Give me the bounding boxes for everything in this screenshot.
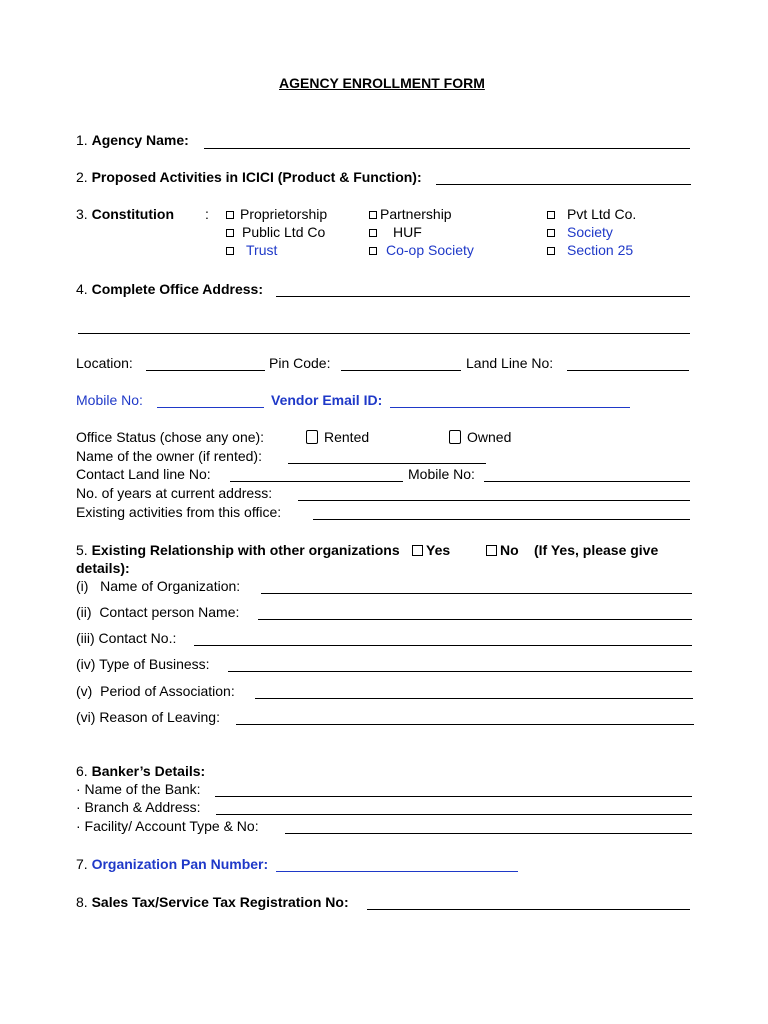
existing-activities-field[interactable]: [313, 519, 690, 520]
q3-label: Constitution: [91, 206, 174, 222]
q5-label: Existing Relationship with other organizations: [91, 542, 400, 558]
q2-label: Proposed Activities in ICICI (Product & Function):: [91, 169, 422, 185]
pin-code-label: Pin Code:: [269, 355, 331, 371]
association-period-field[interactable]: [255, 698, 693, 699]
checkbox-icon[interactable]: [449, 430, 461, 444]
owner-name-field[interactable]: [288, 463, 486, 464]
address-field-line1[interactable]: [276, 296, 690, 297]
checkbox-icon[interactable]: [547, 247, 555, 255]
option-section-25[interactable]: [547, 241, 633, 259]
option-label: Partnership: [380, 206, 452, 222]
location-label: Location:: [76, 355, 133, 371]
facility-account-field[interactable]: [285, 833, 692, 834]
q4-number: 4.: [76, 281, 88, 297]
checkbox-icon[interactable]: [547, 211, 555, 219]
mobile-no-label: Mobile No:: [76, 392, 143, 408]
org-name-field[interactable]: [261, 593, 692, 594]
checkbox-icon[interactable]: [369, 229, 377, 237]
org-name-label: (i) Name of Organization:: [76, 578, 241, 594]
checkbox-icon[interactable]: [226, 247, 234, 255]
option-proprietorship[interactable]: [226, 205, 327, 223]
form-title: AGENCY ENROLLMENT FORM: [279, 75, 485, 91]
checkbox-icon[interactable]: [369, 211, 377, 219]
q7-number: 7.: [76, 856, 88, 872]
option-trust[interactable]: [226, 241, 277, 259]
existing-activities-label: Existing activities from this office:: [76, 504, 282, 520]
owner-name-label: Name of the owner (if rented):: [76, 448, 262, 464]
branch-address-label: · Branch & Address:: [76, 799, 201, 815]
q1-agency-name: [76, 131, 189, 149]
q8-number: 8.: [76, 894, 88, 910]
contact-landline-field[interactable]: [230, 481, 403, 482]
option-label: Trust: [246, 242, 278, 258]
land-line-field[interactable]: [567, 370, 689, 371]
contact-person-field[interactable]: [258, 619, 692, 620]
q1-number: 1.: [76, 132, 88, 148]
vendor-email-label: Vendor Email ID:: [271, 392, 383, 408]
option-public-ltd[interactable]: [226, 223, 325, 241]
checkbox-icon[interactable]: [306, 430, 318, 444]
q1-label: Agency Name:: [91, 132, 189, 148]
q6-banker-details: [76, 762, 205, 780]
option-partnership[interactable]: [369, 205, 452, 223]
option-label: Public Ltd Co: [242, 224, 326, 240]
owned-label: Owned: [467, 429, 512, 445]
owned-option[interactable]: [449, 428, 511, 446]
q3-constitution: [76, 205, 174, 223]
q6-label: Banker’s Details:: [91, 763, 206, 779]
bank-name-field[interactable]: [215, 796, 692, 797]
q4-label: Complete Office Address:: [91, 281, 263, 297]
address-field-line2[interactable]: [78, 333, 690, 334]
option-label: Society: [567, 224, 613, 240]
vendor-email-field[interactable]: [390, 407, 630, 408]
land-line-label: Land Line No:: [466, 355, 554, 371]
proposed-activities-field[interactable]: [436, 184, 691, 185]
agency-name-field[interactable]: [204, 148, 690, 149]
option-label: Pvt Ltd Co.: [567, 206, 637, 222]
facility-account-label: · Facility/ Account Type & No:: [76, 818, 259, 834]
q7-label: Organization Pan Number:: [91, 856, 269, 872]
bank-name-label: · Name of the Bank:: [76, 781, 201, 797]
years-label: No. of years at current address:: [76, 485, 273, 501]
rented-label: Rented: [324, 429, 370, 445]
leaving-reason-label: (vi) Reason of Leaving:: [76, 709, 220, 725]
contact-no-label: (iii) Contact No.:: [76, 630, 177, 646]
years-field[interactable]: [298, 500, 690, 501]
q8-label: Sales Tax/Service Tax Registration No:: [91, 894, 349, 910]
pin-code-field[interactable]: [341, 370, 461, 371]
q5-note-continued: details):: [76, 560, 130, 576]
yes-label: Yes: [426, 542, 451, 558]
contact-person-label: (ii) Contact person Name:: [76, 604, 240, 620]
location-field[interactable]: [146, 370, 265, 371]
office-mobile-field[interactable]: [484, 481, 690, 482]
q5-number: 5.: [76, 542, 88, 558]
no-label: No: [500, 542, 519, 558]
q3-number: 3.: [76, 206, 88, 222]
checkbox-icon[interactable]: [369, 247, 377, 255]
q6-number: 6.: [76, 763, 88, 779]
q5-existing-relationship: [76, 541, 400, 559]
contact-no-field[interactable]: [194, 645, 692, 646]
mobile-no-field[interactable]: [157, 407, 264, 408]
yes-option[interactable]: [412, 541, 450, 559]
q5-note: (If Yes, please give: [534, 542, 659, 558]
option-label: Co-op Society: [386, 242, 474, 258]
sales-tax-field[interactable]: [367, 909, 690, 910]
contact-landline-label: Contact Land line No:: [76, 466, 211, 482]
business-type-field[interactable]: [228, 671, 692, 672]
pan-number-field[interactable]: [276, 871, 518, 872]
no-option[interactable]: [486, 541, 519, 559]
checkbox-icon[interactable]: [412, 545, 423, 556]
checkbox-icon[interactable]: [486, 545, 497, 556]
q2-number: 2.: [76, 169, 88, 185]
option-pvt-ltd[interactable]: [547, 205, 636, 223]
q3-colon: :: [205, 206, 209, 222]
option-huf[interactable]: [369, 223, 422, 241]
association-period-label: (v) Period of Association:: [76, 683, 235, 699]
rented-option[interactable]: [306, 428, 369, 446]
q2-proposed-activities: [76, 168, 422, 186]
option-label: Proprietorship: [240, 206, 328, 222]
business-type-label: (iv) Type of Business:: [76, 656, 210, 672]
q7-pan-number: [76, 855, 268, 873]
office-status-label: Office Status (chose any one):: [76, 429, 265, 445]
q8-sales-tax: [76, 893, 349, 911]
leaving-reason-field[interactable]: [236, 724, 694, 725]
checkbox-icon[interactable]: [226, 211, 234, 219]
checkbox-icon[interactable]: [547, 229, 555, 237]
option-society[interactable]: [547, 223, 613, 241]
checkbox-icon[interactable]: [226, 229, 234, 237]
office-mobile-label: Mobile No:: [408, 466, 475, 482]
branch-address-field[interactable]: [216, 814, 692, 815]
option-label: Section 25: [567, 242, 634, 258]
q4-office-address: [76, 280, 263, 298]
option-coop-society[interactable]: [369, 241, 474, 259]
option-label: HUF: [393, 224, 422, 240]
